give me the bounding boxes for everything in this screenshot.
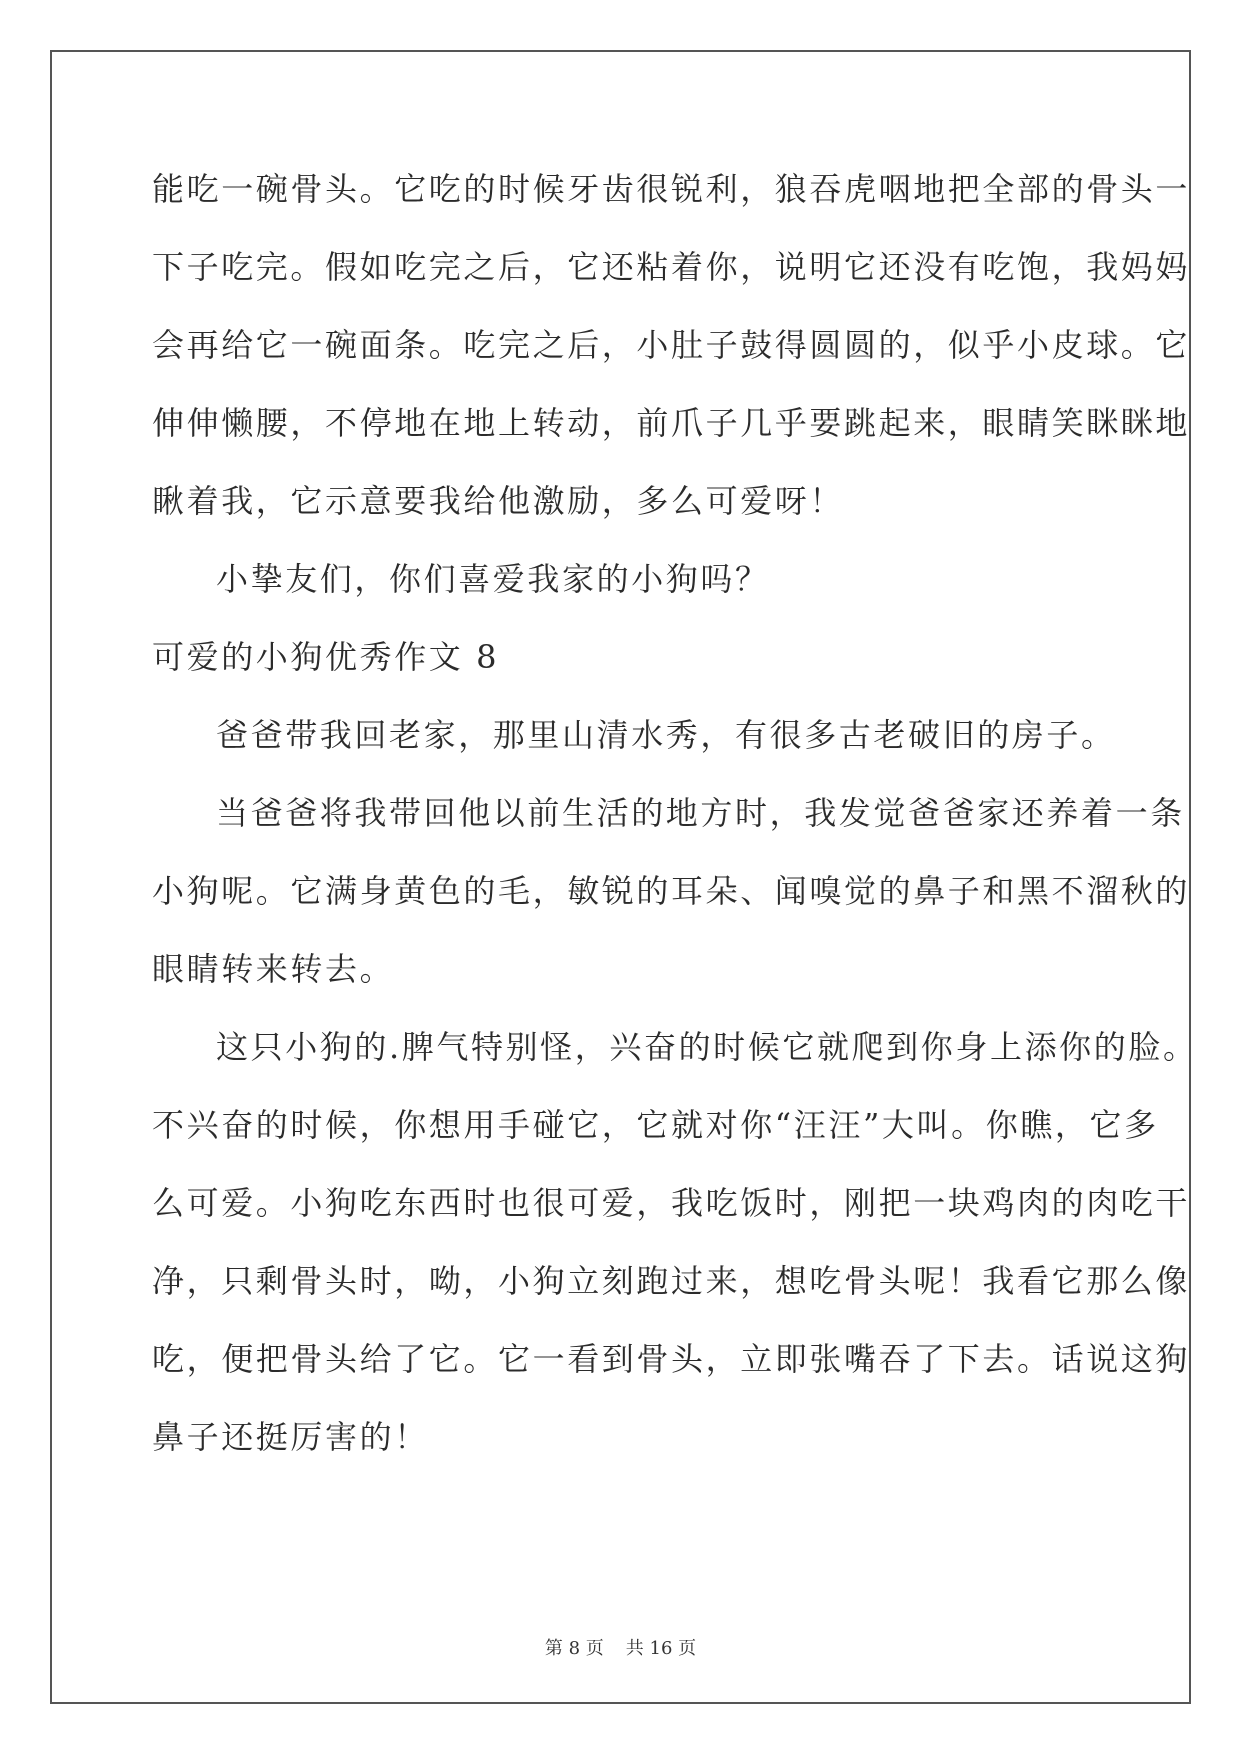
body-line: 会再给它一碗面条。吃完之后，小肚子鼓得圆圆的，似乎小皮球。它: [152, 326, 1191, 364]
body-line: 小狗呢。它满身黄色的毛，敏锐的耳朵、闻嗅觉的鼻子和黑不溜秋的: [152, 872, 1191, 910]
page-total: 共 16 页: [625, 1638, 697, 1659]
body-line: 鼻子还挺厉害的！: [152, 1418, 429, 1456]
body-line: 能吃一碗骨头。它吃的时候牙齿很锐利，狼吞虎咽地把全部的骨头一: [152, 170, 1191, 208]
page-footer: [0, 1634, 1241, 1660]
body-line: 瞅着我，它示意要我给他激励，多么可爱呀！: [152, 482, 845, 520]
body-line: 不兴奋的时候，你想用手碰它，它就对你“汪汪”大叫。你瞧，它多: [152, 1106, 1159, 1144]
paragraph-line: 小挚友们，你们喜爱我家的小狗吗？: [216, 560, 770, 598]
paragraph-line: 当爸爸将我带回他以前生活的地方时，我发觉爸爸家还养着一条: [216, 794, 1185, 832]
body-line: 伸伸懒腰，不停地在地上转动，前爪子几乎要跳起来，眼睛笑眯眯地: [152, 404, 1191, 442]
body-line: 下子吃完。假如吃完之后，它还粘着你，说明它还没有吃饱，我妈妈: [152, 248, 1191, 286]
body-line: 眼睛转来转去。: [152, 950, 395, 988]
paragraph-line: 爸爸带我回老家，那里山清水秀，有很多古老破旧的房子。: [216, 716, 1116, 754]
body-line: 吃，便把骨头给了它。它一看到骨头，立即张嘴吞了下去。话说这狗: [152, 1340, 1191, 1378]
paragraph-line: 这只小狗的.脾气特别怪，兴奋的时候它就爬到你身上添你的脸。: [216, 1028, 1198, 1066]
body-line: 净，只剩骨头时，呦，小狗立刻跑过来，想吃骨头呢！我看它那么像: [152, 1262, 1191, 1300]
document-body: [152, 150, 1198, 1476]
page-number: 第 8 页: [544, 1638, 604, 1659]
section-heading: 可爱的小狗优秀作文 8: [152, 638, 500, 676]
body-line: 么可爱。小狗吃东西时也很可爱，我吃饭时，刚把一块鸡肉的肉吃干: [152, 1184, 1191, 1222]
